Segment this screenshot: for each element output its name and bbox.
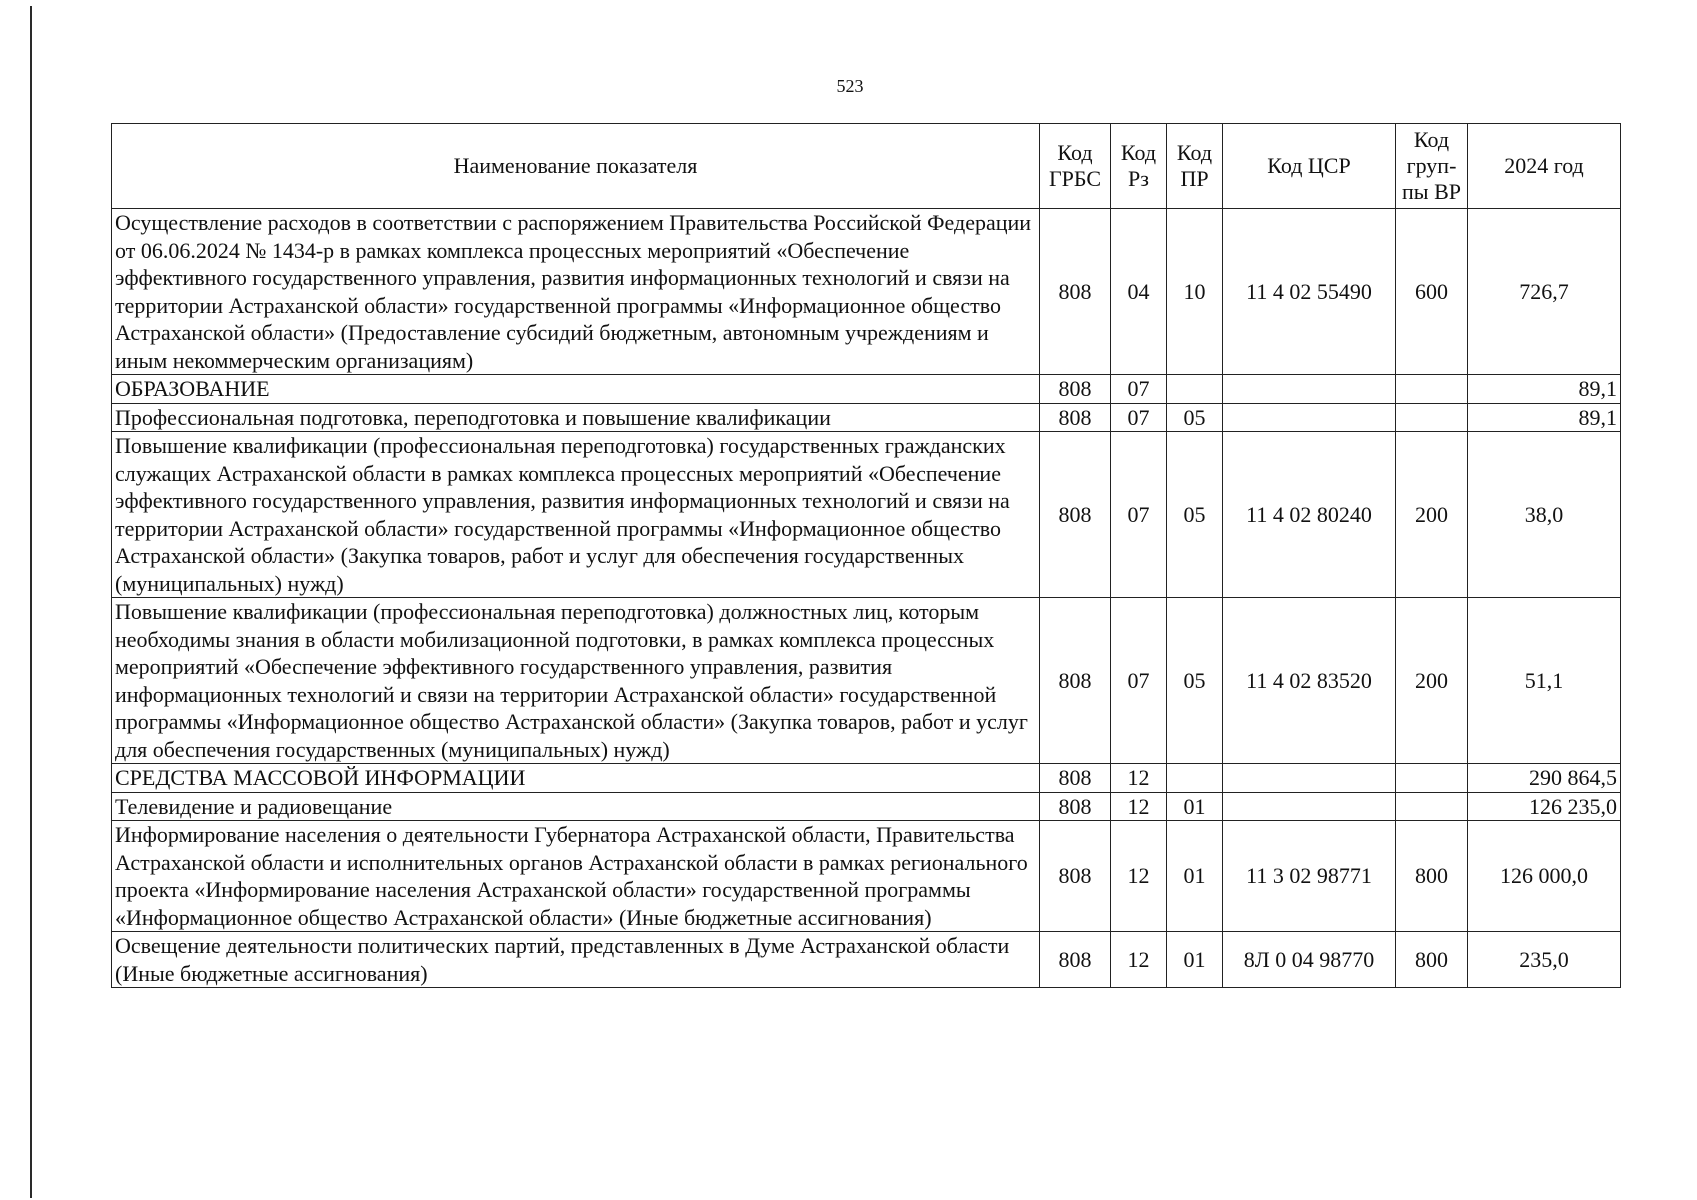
row-rz: 07	[1111, 403, 1167, 432]
row-csr: 11 3 02 98771	[1223, 821, 1396, 932]
row-grbs: 808	[1040, 209, 1111, 375]
row-grbs: 808	[1040, 432, 1111, 598]
row-grbs: 808	[1040, 764, 1111, 793]
page-number: 523	[836, 76, 864, 96]
row-grbs: 808	[1040, 821, 1111, 932]
table-row	[112, 432, 1621, 598]
row-amount: 126 000,0	[1468, 821, 1621, 932]
row-name: Профессиональная подготовка, переподготовка и повышение квалификации	[112, 403, 1040, 432]
row-rz: 07	[1111, 598, 1167, 764]
row-amount: 726,7	[1468, 209, 1621, 375]
row-name: Освещение деятельности политических партий, представленных в Думе Астраханской области (Иные бюджетные ассигнования)	[112, 932, 1040, 988]
header-grbs: Код ГРБС	[1040, 124, 1111, 209]
row-amount: 126 235,0	[1468, 792, 1621, 821]
row-csr: 8Л 0 04 98770	[1223, 932, 1396, 988]
header-rz: Код Рз	[1111, 124, 1167, 209]
row-grbs: 808	[1040, 403, 1111, 432]
table-row	[112, 209, 1621, 375]
row-rz: 07	[1111, 432, 1167, 598]
row-vr: 200	[1396, 432, 1468, 598]
header-vr: Код груп-пы ВР	[1396, 124, 1468, 209]
budget-table	[111, 123, 1621, 988]
table-row	[112, 932, 1621, 988]
row-rz: 12	[1111, 764, 1167, 793]
row-pr: 01	[1167, 792, 1223, 821]
row-csr	[1223, 375, 1396, 404]
row-grbs: 808	[1040, 932, 1111, 988]
row-name: Осуществление расходов в соответствии с распоряжением Правительства Российской Федерации от 06.06.2024 № 1434-р в рамках комплекса процессных мероприятий «Обеспечение эффективного государственного управления, развития информационных технологий и связи на территории Астраханской области» государственной программы «Информационное общество Астраханской области» (Предоставление субсидий бюджетным, автономным учреждениям и иным некоммерческим организациям)	[112, 209, 1040, 375]
row-name: Информирование населения о деятельности Губернатора Астраханской области, Правительства Астраханской области и исполнительных органов Астраханской области в рамках регионального проекта «Информирование населения Астраханской области» государственной программы «Информационное общество Астраханской области» (Иные бюджетные ассигнования)	[112, 821, 1040, 932]
row-amount: 290 864,5	[1468, 764, 1621, 793]
table-row	[112, 598, 1621, 764]
row-rz: 07	[1111, 375, 1167, 404]
row-amount: 89,1	[1468, 375, 1621, 404]
table-row	[112, 821, 1621, 932]
header-name: Наименование показателя	[112, 124, 1040, 209]
scan-margin-line	[30, 6, 32, 1198]
row-pr: 10	[1167, 209, 1223, 375]
row-rz: 12	[1111, 792, 1167, 821]
row-csr	[1223, 792, 1396, 821]
row-pr: 05	[1167, 598, 1223, 764]
row-csr	[1223, 764, 1396, 793]
row-amount: 235,0	[1468, 932, 1621, 988]
row-pr	[1167, 764, 1223, 793]
row-csr: 11 4 02 80240	[1223, 432, 1396, 598]
row-name: СРЕДСТВА МАССОВОЙ ИНФОРМАЦИИ	[112, 764, 1040, 793]
row-rz: 12	[1111, 821, 1167, 932]
row-vr: 600	[1396, 209, 1468, 375]
row-vr	[1396, 764, 1468, 793]
table-header-row	[112, 124, 1621, 209]
table-row	[112, 403, 1621, 432]
row-pr	[1167, 375, 1223, 404]
row-amount: 38,0	[1468, 432, 1621, 598]
table-row	[112, 375, 1621, 404]
row-vr	[1396, 403, 1468, 432]
header-year: 2024 год	[1468, 124, 1621, 209]
row-vr: 200	[1396, 598, 1468, 764]
row-name: Повышение квалификации (профессиональная переподготовка) государственных гражданских служащих Астраханской области в рамках комплекса процессных мероприятий «Обеспечение эффективного государственного управления, развития информационных технологий и связи на территории Астраханской области» государственной программы «Информационное общество Астраханской области» (Закупка товаров, работ и услуг для обеспечения государственных (муниципальных) нужд)	[112, 432, 1040, 598]
row-csr: 11 4 02 83520	[1223, 598, 1396, 764]
row-vr: 800	[1396, 821, 1468, 932]
row-grbs: 808	[1040, 375, 1111, 404]
row-vr	[1396, 375, 1468, 404]
row-pr: 01	[1167, 932, 1223, 988]
table-row	[112, 764, 1621, 793]
row-pr: 05	[1167, 432, 1223, 598]
header-csr: Код ЦСР	[1223, 124, 1396, 209]
row-name: Телевидение и радиовещание	[112, 792, 1040, 821]
row-grbs: 808	[1040, 792, 1111, 821]
table-row	[112, 792, 1621, 821]
row-name: Повышение квалификации (профессиональная переподготовка) должностных лиц, которым необходимы знания в области мобилизационной подготовки, в рамках комплекса процессных мероприятий «Обеспечение эффективного государственного управления, развития информационных технологий и связи на территории Астраханской области» государственной программы «Информационное общество Астраханской области» (Закупка товаров, работ и услуг для обеспечения государственных (муниципальных) нужд)	[112, 598, 1040, 764]
row-csr	[1223, 403, 1396, 432]
row-vr: 800	[1396, 932, 1468, 988]
row-pr: 05	[1167, 403, 1223, 432]
row-pr: 01	[1167, 821, 1223, 932]
row-csr: 11 4 02 55490	[1223, 209, 1396, 375]
row-vr	[1396, 792, 1468, 821]
row-grbs: 808	[1040, 598, 1111, 764]
row-amount: 89,1	[1468, 403, 1621, 432]
row-name: ОБРАЗОВАНИЕ	[112, 375, 1040, 404]
row-amount: 51,1	[1468, 598, 1621, 764]
row-rz: 12	[1111, 932, 1167, 988]
header-pr: Код ПР	[1167, 124, 1223, 209]
row-rz: 04	[1111, 209, 1167, 375]
